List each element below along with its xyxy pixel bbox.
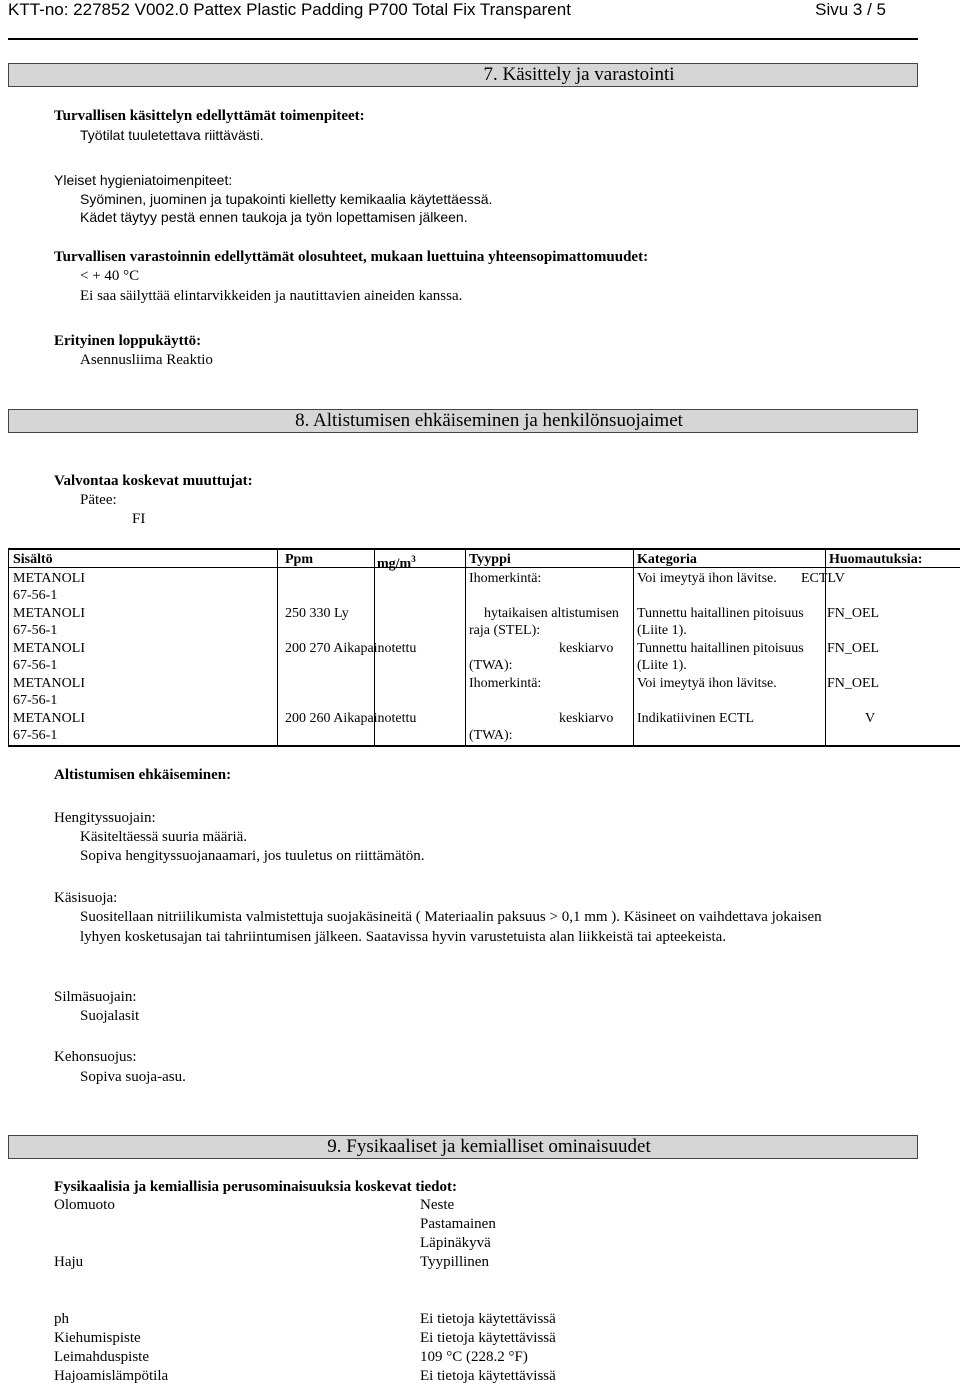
table-row-1-category: Voi imeytyä ihon lävitse. [637, 571, 777, 586]
table-row-5-note: V [865, 711, 876, 726]
table-row-2-category-2: (Liite 1). [637, 623, 687, 638]
table-row-1-type: Ihomerkintä: [469, 571, 542, 586]
col-header-content: Sisältö [13, 552, 53, 567]
boiling-point-value: Ei tietoja käytettävissä [420, 1330, 556, 1346]
form-value-1: Neste [420, 1197, 455, 1213]
end-use-heading: Erityinen loppukäyttö: [54, 333, 202, 349]
decomposition-temp-label: Hajoamislämpötila [54, 1368, 169, 1384]
applies-value: FI [132, 511, 146, 527]
section-7-bar [8, 63, 918, 87]
table-row-5-ppm: 200 260 Aikapainotettu [285, 711, 417, 726]
decomposition-temp-value: Ei tietoja käytettävissä [420, 1368, 556, 1384]
safe-handling-heading: Turvallisen käsittelyn edellyttämät toimenpiteet: [54, 108, 365, 124]
table-row-3-category: Tunnettu haitallinen pitoisuus [637, 641, 804, 656]
header-divider [8, 38, 918, 40]
table-row-1-cas: 67-56-1 [13, 588, 58, 603]
table-row-2-ppm: 250 330 Ly [285, 606, 349, 621]
eye-protection-label: Silmäsuojain: [54, 989, 137, 1005]
col-header-category: Kategoria [637, 552, 697, 567]
respiratory-line-2: Sopiva hengityssuojanaamari, jos tuuletus on riittämätön. [80, 848, 425, 864]
end-use-text: Asennusliima Reaktio [80, 352, 213, 368]
storage-line-2: Ei saa säilyttää elintarvikkeiden ja nautittavien aineiden kanssa. [80, 288, 463, 304]
body-protection-label: Kehonsuojus: [54, 1049, 137, 1065]
table-row-5-content: METANOLI [13, 711, 85, 726]
table-row-3-content: METANOLI [13, 641, 85, 656]
exposure-controls-heading: Altistumisen ehkäiseminen: [54, 767, 232, 783]
table-row-1-content: METANOLI [13, 571, 85, 586]
col-header-type: Tyyppi [469, 552, 511, 567]
odor-label: Haju [54, 1254, 84, 1270]
table-row-5-category: Indikatiivinen ECTL [637, 711, 755, 726]
section-9-bar [8, 1135, 918, 1159]
table-row-4-note: FN_OEL [827, 676, 880, 691]
hygiene-heading: Yleiset hygieniatoimenpiteet: [54, 172, 233, 188]
section-8-bar [8, 409, 918, 433]
table-row-2-cas: 67-56-1 [13, 623, 58, 638]
flash-point-label: Leimahduspiste [54, 1349, 149, 1365]
table-row-4-type: Ihomerkintä: [469, 676, 542, 691]
table-row-5-cas: 67-56-1 [13, 728, 58, 743]
table-row-2-category: Tunnettu haitallinen pitoisuus [637, 606, 804, 621]
odor-value: Tyypillinen [420, 1254, 489, 1270]
flash-point-value: 109 °C (228.2 °F) [420, 1349, 528, 1365]
safe-handling-text: Työtilat tuuletettava riittävästi. [80, 127, 264, 143]
col-header-notes: Huomautuksia: [829, 552, 923, 567]
table-row-3-category-2: (Liite 1). [637, 658, 687, 673]
control-parameters-heading: Valvontaa koskevat muuttujat: [54, 473, 253, 489]
table-row-4-category: Voi imeytyä ihon lävitse. [637, 676, 777, 691]
hand-protection-label: Käsisuoja: [54, 890, 118, 906]
eye-protection-text: Suojalasit [80, 1008, 140, 1024]
storage-line-1: < + 40 °C [80, 268, 140, 284]
section-8-title: 8. Altistumisen ehkäiseminen ja henkilönsuojaimet [295, 410, 683, 431]
storage-heading: Turvallisen varastoinnin edellyttämät olosuhteet, mukaan luettuina yhteensopimattomuudet: [54, 249, 649, 265]
respiratory-label: Hengityssuojain: [54, 810, 156, 826]
ph-value: Ei tietoja käytettävissä [420, 1311, 556, 1327]
hygiene-line-1: Syöminen, juominen ja tupakointi kielletty kemikaalia käytettäessä. [80, 191, 493, 207]
table-row-2-content: METANOLI [13, 606, 85, 621]
table-row-4-content: METANOLI [13, 676, 85, 691]
hand-protection-line-2: lyhyen kosketusajan tai tahriintumisen jälkeen. Saatavissa hyvin varustetuista alan liikkeistä tai apteekeista. [80, 929, 727, 945]
form-value-2: Pastamainen [420, 1216, 496, 1232]
table-row-2-type: hytaikaisen altistumisen [484, 606, 619, 621]
table-row-3-ppm: 200 270 Aikapainotettu [285, 641, 417, 656]
form-label: Olomuoto [54, 1197, 115, 1213]
table-row-3-type: keskiarvo [559, 641, 614, 656]
table-row-3-type-2: (TWA): [469, 658, 513, 673]
physchem-heading: Fysikaalisia ja kemiallisia perusominaisuuksia koskevat tiedot: [54, 1179, 457, 1195]
respiratory-line-1: Käsiteltäessä suuria määriä. [80, 829, 248, 845]
table-row-1-note: ECTLV [801, 571, 845, 586]
col-header-mgm3: $mg/m^3$ [377, 554, 416, 572]
applies-label: Pätee: [80, 492, 117, 508]
document-header-title: KTT-no: 227852 V002.0 Pattex Plastic Padding P700 Total Fix Transparent [8, 0, 571, 19]
table-row-4-cas: 67-56-1 [13, 693, 58, 708]
table-row-3-note: FN_OEL [827, 641, 880, 656]
page-number: Sivu 3 / 5 [815, 0, 886, 19]
form-value-3: Läpinäkyvä [420, 1235, 491, 1251]
table-row-5-type: keskiarvo [559, 711, 614, 726]
hand-protection-line-1: Suositellaan nitriilikumista valmistettuja suojakäsineitä ( Materiaalin paksuus > 0,1 mm ). Käsineet on vaihdettava jokaisen [80, 909, 822, 925]
hygiene-line-2: Kädet täytyy pestä ennen taukoja ja työn lopettamisen jälkeen. [80, 209, 468, 225]
col-header-ppm: Ppm [285, 552, 313, 567]
ph-label: ph [54, 1311, 69, 1327]
body-protection-text: Sopiva suoja-asu. [80, 1069, 186, 1085]
exposure-limits-table [8, 548, 960, 747]
table-row-5-type-2: (TWA): [469, 728, 513, 743]
table-row-2-type-2: raja (STEL): [469, 623, 541, 638]
section-7-title: 7. Käsittely ja varastointi [483, 64, 675, 85]
table-row-3-cas: 67-56-1 [13, 658, 58, 673]
table-row-2-note: FN_OEL [827, 606, 880, 621]
boiling-point-label: Kiehumispiste [54, 1330, 141, 1346]
section-9-title: 9. Fysikaaliset ja kemialliset ominaisuudet [327, 1136, 651, 1157]
